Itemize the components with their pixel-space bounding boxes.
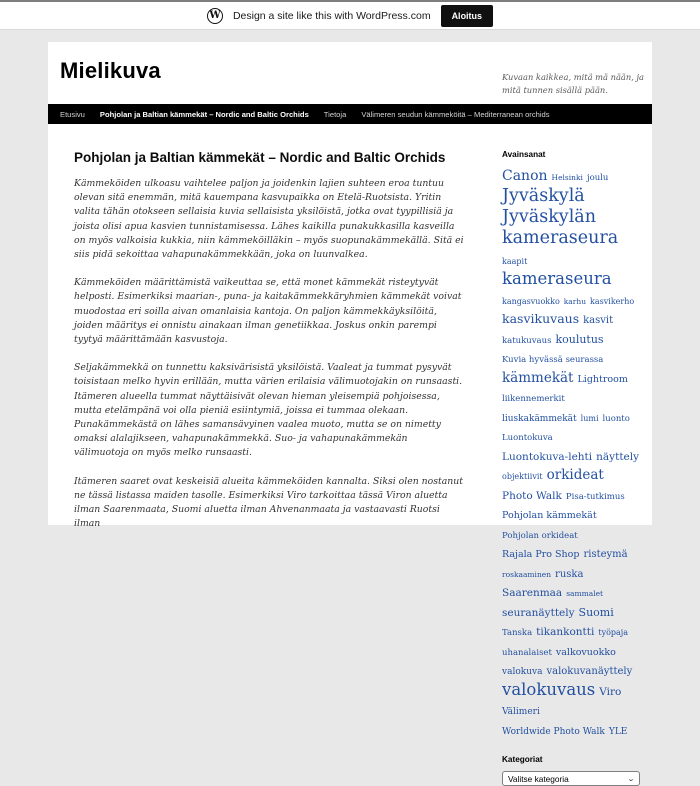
tag-link[interactable]: seuranäyttely <box>502 606 575 619</box>
article <box>74 150 464 545</box>
nav-item[interactable]: Etusivu <box>60 109 85 119</box>
tag-link[interactable]: sammalet <box>566 589 604 599</box>
site-header <box>48 42 652 104</box>
tag-link[interactable]: kasvikuvaus <box>502 311 580 327</box>
nav-item[interactable]: Välimeren seudun kämmeköitä – Mediterranean orchids <box>361 109 550 119</box>
site-tagline: Kuvaan kaikkea, mitä mä nään, ja mitä tunnen sisällä pään. <box>502 72 644 95</box>
tag-link[interactable]: luonto <box>602 413 630 424</box>
tag-link[interactable]: liikennemerkit <box>502 394 565 405</box>
tag-link[interactable]: kämmekät <box>502 369 574 386</box>
tag-link[interactable]: Luontokuva <box>502 433 553 444</box>
tag-link[interactable]: Jyväskylän kameraseura <box>502 206 619 249</box>
tag-link[interactable]: karhu <box>563 296 587 306</box>
tag-link[interactable]: valokuvaus <box>502 679 596 699</box>
tag-link[interactable]: kangasvuokko <box>502 296 560 306</box>
tag-link[interactable]: kasvikerho <box>590 296 635 306</box>
site-title[interactable]: Mielikuva <box>60 58 161 83</box>
category-select-value: Valitse kategoria <box>508 773 569 784</box>
tag-link[interactable]: valkovuokko <box>555 646 616 658</box>
topbar-promo-text: Design a site like this with WordPress.com <box>232 9 431 22</box>
tag-link[interactable]: katukuvaus <box>502 335 552 346</box>
article-paragraph: Itämeren saaret ovat keskeisiä alueita kämmeköiden kannalta. Siksi olen nostanut ne tässä listassa maiden tasolle. Esimerkiksi Viro tarkoittaa tässä Viron aluetta ilman Saarenmaata, Suomi aluetta ilman Ahvenanmaata ja vastaavasti Ruotsi ilman <box>74 475 464 530</box>
tag-link[interactable]: Kuvia hyvässä seurassa <box>502 355 604 366</box>
wordpress-logo-icon[interactable]: W <box>207 8 223 24</box>
tag-link[interactable]: roskaaminen <box>502 569 552 579</box>
tag-link[interactable]: joulu <box>586 173 609 183</box>
tag-link[interactable]: uhanalaiset <box>502 647 552 658</box>
tag-link[interactable]: Rajala Pro Shop <box>502 549 580 561</box>
category-select[interactable] <box>502 771 640 786</box>
nav-item[interactable]: Pohjolan ja Baltian kämmekät – Nordic and Baltic Orchids <box>99 109 309 119</box>
tags-widget-title: Avainsanat <box>502 150 546 159</box>
chevron-down-icon: ⌄ <box>626 775 636 783</box>
site-card <box>48 42 652 784</box>
tag-link[interactable]: objektiivit <box>502 472 543 482</box>
tag-link[interactable]: tikankontti <box>536 626 595 639</box>
article-paragraph: Kämmeköiden määrittämistä vaikeuttaa se, että monet kämmekät risteytyvät helposti. Esimerkiksi maarian-, puna- ja kaitakämmekkäryhmien kämmekät voivat muodostaa eri soilla aivan omanlaisia kantoja. On paljon kämmekkäyksilöitä, joiden määritys ei onnistu ainakaan ilman genetiikkaa. Joskus onkin parempi tyytyä määrittämään kasvustoja. <box>74 277 462 346</box>
nav-item[interactable]: Tietoja <box>323 109 347 119</box>
tag-link[interactable]: Lightroom <box>577 373 628 385</box>
tag-link[interactable]: Jyväskylä <box>502 185 585 206</box>
page-title: Pohjolan ja Baltian kämmekät – Nordic and Baltic Orchids <box>74 150 446 165</box>
tag-link[interactable]: kasvit <box>583 315 614 327</box>
tag-link[interactable]: orkideat <box>546 467 604 484</box>
main-nav <box>48 104 652 124</box>
tag-link[interactable]: Helsinki <box>551 173 583 182</box>
tag-link[interactable]: Välimeri <box>502 707 540 718</box>
tag-link[interactable]: Suomi <box>578 605 614 619</box>
tag-link[interactable]: YLE <box>608 726 628 737</box>
article-paragraph: Seljakämmekkä on tunnettu kaksivärisistä yksilöistä. Vaaleat ja tummat pysyvät toisistaan melko hyvin erillään, mutta värien erilaisia välimuotojakin on runsaasti. Itämeren alueella tummat näyttäisivät olevan hieman yleisempiä pohjoisessa, mutta etelämpänä voi olla pieniä esiintymiä, joissa ei tummaa olekaan. Punakämmekästä on lähes samansävyinen vaalea muoto, mutta se on nimetty omaksi alalajikseen, vahapunakämmekkä. Suo- ja vahapunakämmekän välimuotoja on myös melko runsaasti. <box>74 362 463 459</box>
tag-link[interactable]: Pohjolan kämmekät <box>502 510 597 522</box>
tag-link[interactable]: työpaja <box>598 628 629 638</box>
article-body <box>74 177 464 531</box>
tag-link[interactable]: lumi <box>580 413 599 423</box>
tag-link[interactable]: Pisa-tutkimus <box>565 491 625 502</box>
tag-link[interactable]: Canon <box>502 168 548 184</box>
tag-link[interactable]: Pohjolan orkideat <box>502 530 578 541</box>
tag-link[interactable]: Photo Walk <box>502 489 562 502</box>
sidebar <box>502 150 644 786</box>
tag-cloud <box>502 166 644 739</box>
wordpress-topbar <box>0 0 700 30</box>
tag-link[interactable]: Viro <box>599 685 622 698</box>
tag-link[interactable]: ruska <box>555 568 584 580</box>
tag-link[interactable]: kameraseura <box>502 269 612 289</box>
article-paragraph: Kämmeköiden ulkoasu vaihtelee paljon ja joidenkin lajien suhteen eroa tuntuu olevan sitä enemmän, mitä kauempana kasvupaikka on Etelä-Ruotsista. Yritin valita tähän otokseen sellaisia kuvia sellaisista yksilöistä, jotka ovat tyypillisiä ja joista olisi apua kasvien tunnistamisessa. Lähes kaikilla punakukkasilla kasveilla on myös valkoisia kukkia, niin kämmeköilläkin – myös suopunakämmekällä. Sitä ei siis pidä sekoittaa vahapunakämmekkään, joka on luunvalkea. <box>74 178 464 261</box>
tag-link[interactable]: Worldwide Photo Walk <box>502 726 605 737</box>
tag-link[interactable]: kaapit <box>502 256 528 266</box>
tag-link[interactable]: näyttely <box>596 450 640 463</box>
aloitus-button[interactable]: Aloitus <box>441 5 494 27</box>
categories-widget-title: Kategoriat <box>502 755 543 765</box>
tag-link[interactable]: koulutus <box>555 332 604 346</box>
tag-link[interactable]: liuskakämmekät <box>502 413 577 424</box>
tag-link[interactable]: risteymä <box>583 549 628 561</box>
tag-link[interactable]: Luontokuva-lehti <box>502 450 593 463</box>
tag-link[interactable]: Saarenmaa <box>502 587 563 600</box>
tag-link[interactable]: Tanska <box>502 628 533 639</box>
tag-link[interactable]: valokuva <box>502 667 543 678</box>
tag-link[interactable]: valokuvanäyttely <box>546 666 633 678</box>
